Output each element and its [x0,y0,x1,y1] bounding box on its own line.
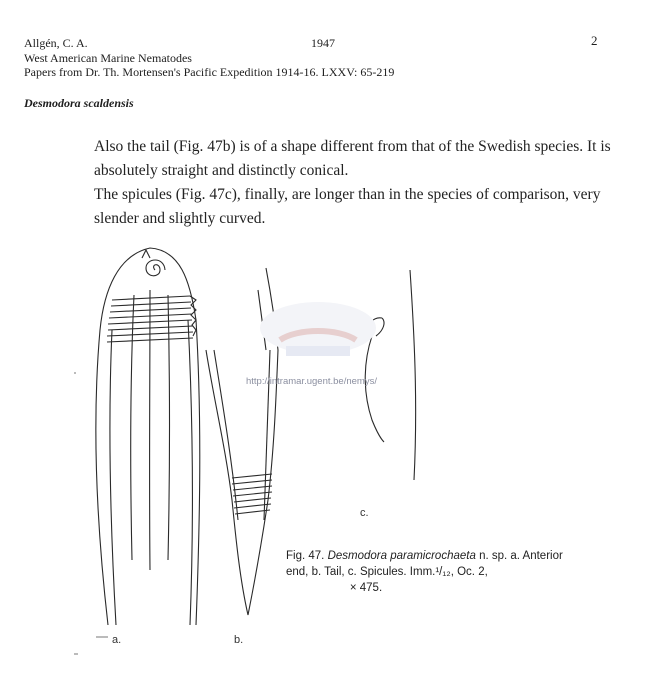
figure-label-c: c. [360,507,369,519]
paragraph-tail: Also the tail (Fig. 47b) is of a shape different from that of the Swedish species. It is absolutely straight and distinctly conical. [94,138,611,179]
stray-marks [74,373,108,654]
series-title: West American Marine Nematodes [24,51,192,65]
drawing-anterior-end [96,248,200,625]
author-line: Allgén, C. A. [24,36,88,50]
figure-label-a: a. [112,634,122,646]
watermark-url: http://intramar.ugent.be/nemys/ [246,376,377,387]
caption-prefix: Fig. 47. [286,550,325,562]
page-number: 2 [591,33,598,48]
source-citation: Papers from Dr. Th. Mortensen's Pacific Expedition 1914-16. LXXV: 65-219 [24,65,395,79]
species-heading: Desmodora scaldensis [24,96,134,110]
publication-year: 1947 [311,36,335,50]
caption-magnification: × 475. [349,582,383,594]
watermark-logo [258,298,378,368]
figure-caption [286,548,586,596]
caption-species: Desmodora paramicrochaeta [327,550,476,562]
paragraph-spicules: The spicules (Fig. 47c), finally, are longer than in the species of comparison, very slender and slightly curved. [94,186,601,227]
caption-text: n. sp. a. Anterior end, b. Tail, c. Spicules. Imm.¹/₁₂, Oc. 2, [286,550,563,578]
figure-label-b: b. [234,634,244,646]
